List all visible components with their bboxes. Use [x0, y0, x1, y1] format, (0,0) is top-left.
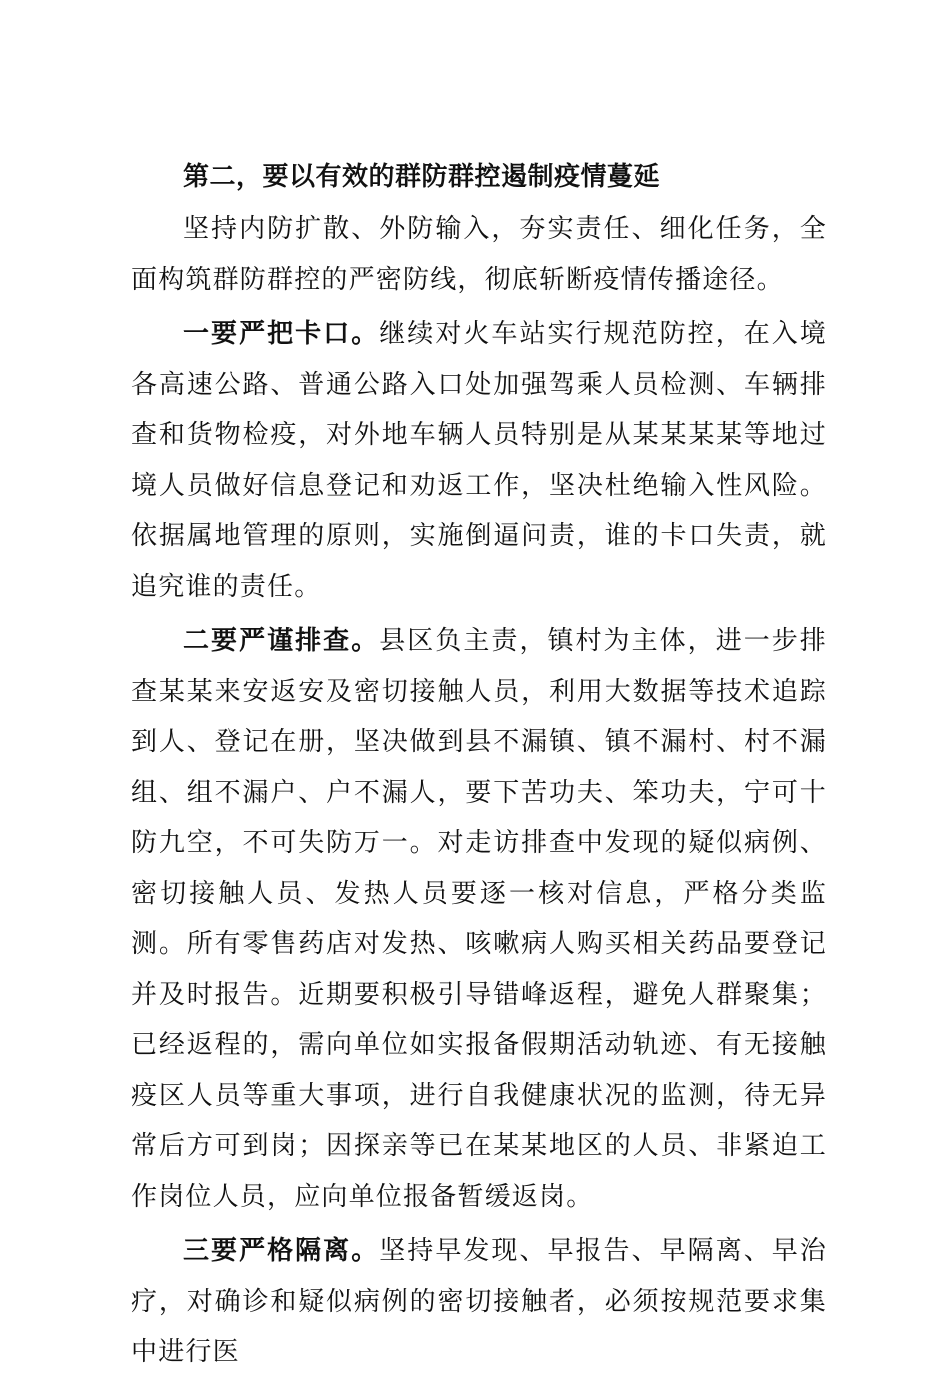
- section-heading: 第二，要以有效的群防群控遏制疫情蔓延: [183, 162, 661, 192]
- paragraph-lead: 一要严把卡口。: [183, 319, 380, 349]
- paragraph-checkpoints: [131, 309, 827, 612]
- paragraph-body: 县区负主责，镇村为主体，进一步排查某某来安返安及密切接触人员，利用大数据等技术追踪到人、登记在册，坚决做到县不漏镇、镇不漏村、村不漏组、组不漏户、户不漏人，要下苦功夫、笨功夫，宁可十防九空，不可失防万一。对走访排查中发现的疑似病例、密切接触人员、发热人员要逐一核对信息，严格分类监测。所有零售药店对发热、咳嗽病人购买相关药品要登记并及时报告。近期要积极引导错峰返程，避免人群聚集；已经返程的，需向单位如实报备假期活动轨迹、有无接触疫区人员等重大事项，进行自我健康状况的监测，待无异常后方可到岗；因探亲等已在某某地区的人员、非紧迫工作岗位人员，应向单位报备暂缓返岗。: [131, 626, 828, 1212]
- intro-paragraph: 坚持内防扩散、外防输入，夯实责任、细化任务，全面构筑群防群控的严密防线，彻底斩断疫情传播途径。: [131, 214, 827, 295]
- paragraph-lead: 二要严谨排查。: [183, 626, 380, 656]
- paragraph-isolation: [131, 1226, 827, 1378]
- document-body: [131, 152, 827, 1382]
- paragraph-lead: 三要严格隔离。: [183, 1236, 380, 1266]
- paragraph-body: 继续对火车站实行规范防控，在入境各高速公路、普通公路入口处加强驾乘人员检测、车辆排查和货物检疫，对外地车辆人员特别是从某某某某等地过境人员做好信息登记和劝返工作，坚决杜绝输入性风险。依据属地管理的原则，实施倒逼问责，谁的卡口失责，就追究谁的责任。: [131, 319, 828, 602]
- paragraph-body: 坚持早发现、早报告、早隔离、早治疗，对确诊和疑似病例的密切接触者，必须按规范要求集中进行医: [131, 1236, 828, 1367]
- paragraph-screening: [131, 616, 827, 1222]
